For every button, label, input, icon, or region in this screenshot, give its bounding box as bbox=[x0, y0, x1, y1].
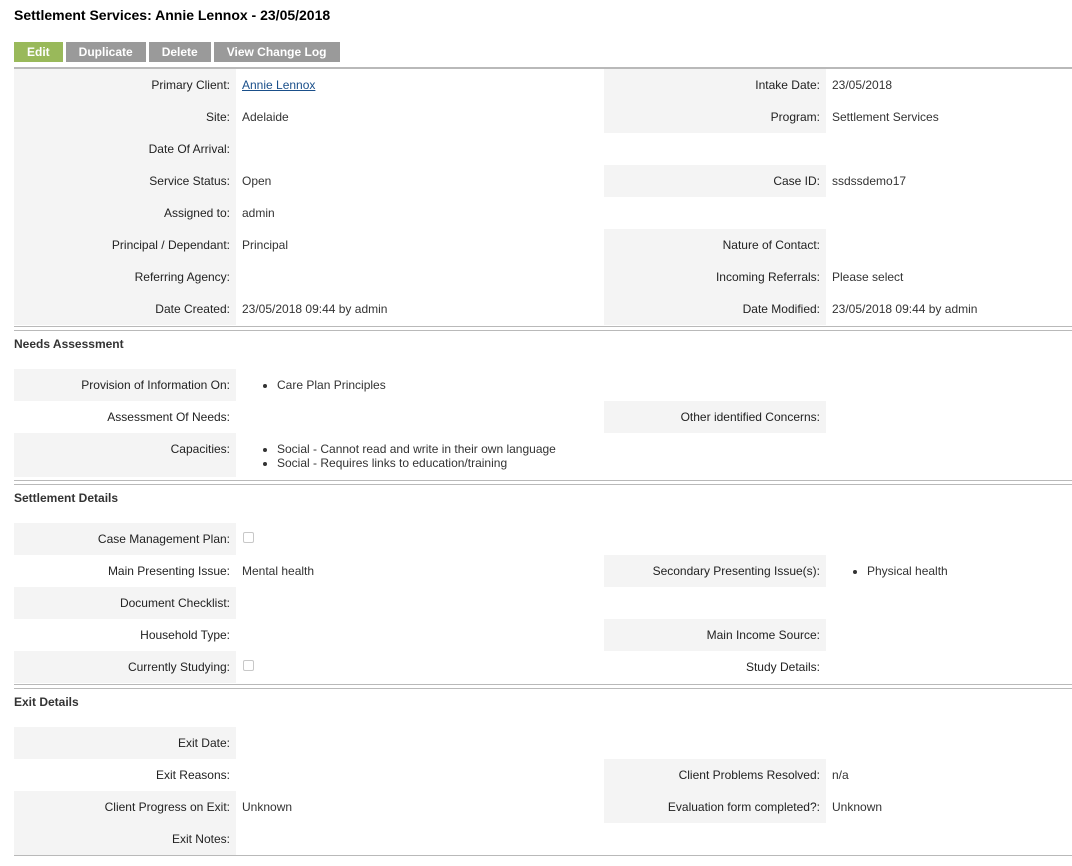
capacities-list bbox=[242, 442, 556, 470]
toolbar bbox=[14, 42, 340, 62]
incoming-referrals-label: Incoming Referrals: bbox=[604, 261, 826, 293]
principal-dependant-label: Principal / Dependant: bbox=[14, 229, 236, 261]
row bbox=[14, 165, 1072, 197]
client-problems-resolved-value: n/a bbox=[832, 768, 849, 782]
settlement-details-heading: Settlement Details bbox=[14, 491, 119, 505]
edit-button[interactable]: Edit bbox=[14, 42, 63, 62]
exit-details-section bbox=[14, 727, 1072, 855]
case-management-plan-label: Case Management Plan: bbox=[14, 523, 236, 555]
list-item: • Social - Requires links to education/training bbox=[277, 456, 556, 470]
row bbox=[14, 587, 1072, 619]
date-of-arrival-label: Date Of Arrival: bbox=[14, 133, 236, 165]
divider bbox=[14, 855, 1072, 856]
row bbox=[14, 523, 1072, 555]
list-item: • Social - Cannot read and write in their own language bbox=[277, 442, 556, 456]
referring-agency-label: Referring Agency: bbox=[14, 261, 236, 293]
date-modified-value: 23/05/2018 09:44 by admin bbox=[832, 302, 978, 316]
case-management-plan-checkbox[interactable] bbox=[243, 532, 254, 543]
row bbox=[14, 823, 1072, 855]
service-status-value: Open bbox=[242, 174, 272, 188]
row bbox=[14, 69, 1072, 101]
page-title: Settlement Services: Annie Lennox - 23/05/2018 bbox=[14, 7, 331, 23]
assessment-of-needs-label: Assessment Of Needs: bbox=[107, 410, 230, 424]
divider bbox=[14, 480, 1072, 481]
row bbox=[14, 229, 1072, 261]
list-item: • Physical health bbox=[867, 564, 948, 578]
primary-client-label: Primary Client: bbox=[14, 69, 236, 101]
divider bbox=[14, 326, 1072, 327]
row bbox=[14, 133, 1072, 165]
main-details bbox=[14, 69, 1072, 325]
row bbox=[14, 759, 1072, 791]
row bbox=[14, 401, 1072, 433]
row bbox=[14, 651, 1072, 683]
household-type-label: Household Type: bbox=[140, 628, 230, 642]
incoming-referrals-value: Please select bbox=[832, 270, 904, 284]
evaluation-form-value: Unknown bbox=[832, 800, 883, 814]
row bbox=[14, 197, 1072, 229]
study-details-label: Study Details: bbox=[745, 660, 820, 674]
nature-of-contact-label: Nature of Contact: bbox=[604, 229, 826, 261]
main-presenting-issue-value: Mental health bbox=[242, 564, 315, 578]
date-created-label: Date Created: bbox=[14, 293, 236, 325]
row bbox=[14, 555, 1072, 587]
row bbox=[14, 101, 1072, 133]
program-value: Settlement Services bbox=[832, 110, 939, 124]
program-label: Program: bbox=[604, 101, 826, 133]
client-problems-resolved-label: Client Problems Resolved: bbox=[604, 759, 826, 791]
date-modified-label: Date Modified: bbox=[604, 293, 826, 325]
divider bbox=[14, 684, 1072, 685]
exit-notes-label: Exit Notes: bbox=[14, 823, 236, 855]
site-value: Adelaide bbox=[242, 110, 289, 124]
main-presenting-issue-label: Main Presenting Issue: bbox=[107, 564, 230, 578]
principal-dependant-value: Principal bbox=[242, 238, 289, 252]
currently-studying-checkbox[interactable] bbox=[243, 660, 254, 671]
assigned-to-value: admin bbox=[242, 206, 275, 220]
document-checklist-label: Document Checklist: bbox=[14, 587, 236, 619]
evaluation-form-label: Evaluation form completed?: bbox=[604, 791, 826, 823]
duplicate-button[interactable]: Duplicate bbox=[66, 42, 146, 62]
case-id-label: Case ID: bbox=[604, 165, 826, 197]
service-status-label: Service Status: bbox=[14, 165, 236, 197]
view-change-log-button[interactable]: View Change Log bbox=[214, 42, 340, 62]
case-id-value: ssdssdemo17 bbox=[832, 174, 907, 188]
row bbox=[14, 791, 1072, 823]
capacities-label: Capacities: bbox=[14, 433, 236, 477]
divider bbox=[14, 688, 1072, 689]
row bbox=[14, 727, 1072, 759]
provision-of-information-list bbox=[242, 378, 386, 392]
needs-assessment-section bbox=[14, 369, 1072, 477]
client-progress-value: Unknown bbox=[242, 800, 293, 814]
row bbox=[14, 369, 1072, 401]
provision-of-information-label: Provision of Information On: bbox=[14, 369, 236, 401]
row bbox=[14, 261, 1072, 293]
secondary-presenting-issue-label: Secondary Presenting Issue(s): bbox=[604, 555, 826, 587]
site-label: Site: bbox=[14, 101, 236, 133]
intake-date-value: 23/05/2018 bbox=[832, 78, 893, 92]
delete-button[interactable]: Delete bbox=[149, 42, 211, 62]
exit-date-label: Exit Date: bbox=[14, 727, 236, 759]
currently-studying-label: Currently Studying: bbox=[14, 651, 236, 683]
secondary-presenting-issue-list bbox=[832, 564, 948, 578]
row bbox=[14, 433, 1072, 477]
row bbox=[14, 619, 1072, 651]
exit-details-heading: Exit Details bbox=[14, 695, 79, 709]
settlement-details-section bbox=[14, 523, 1072, 683]
main-income-source-label: Main Income Source: bbox=[604, 619, 826, 651]
client-progress-label: Client Progress on Exit: bbox=[14, 791, 236, 823]
other-concerns-label: Other identified Concerns: bbox=[604, 401, 826, 433]
row bbox=[14, 293, 1072, 325]
list-item: • Care Plan Principles bbox=[277, 378, 386, 392]
assigned-to-label: Assigned to: bbox=[14, 197, 236, 229]
primary-client-link[interactable]: Annie Lennox bbox=[242, 78, 316, 92]
divider bbox=[14, 484, 1072, 485]
divider bbox=[14, 330, 1072, 331]
intake-date-label: Intake Date: bbox=[604, 69, 826, 101]
exit-reasons-label: Exit Reasons: bbox=[155, 768, 230, 782]
date-created-value: 23/05/2018 09:44 by admin bbox=[242, 302, 388, 316]
needs-assessment-heading: Needs Assessment bbox=[14, 337, 124, 351]
